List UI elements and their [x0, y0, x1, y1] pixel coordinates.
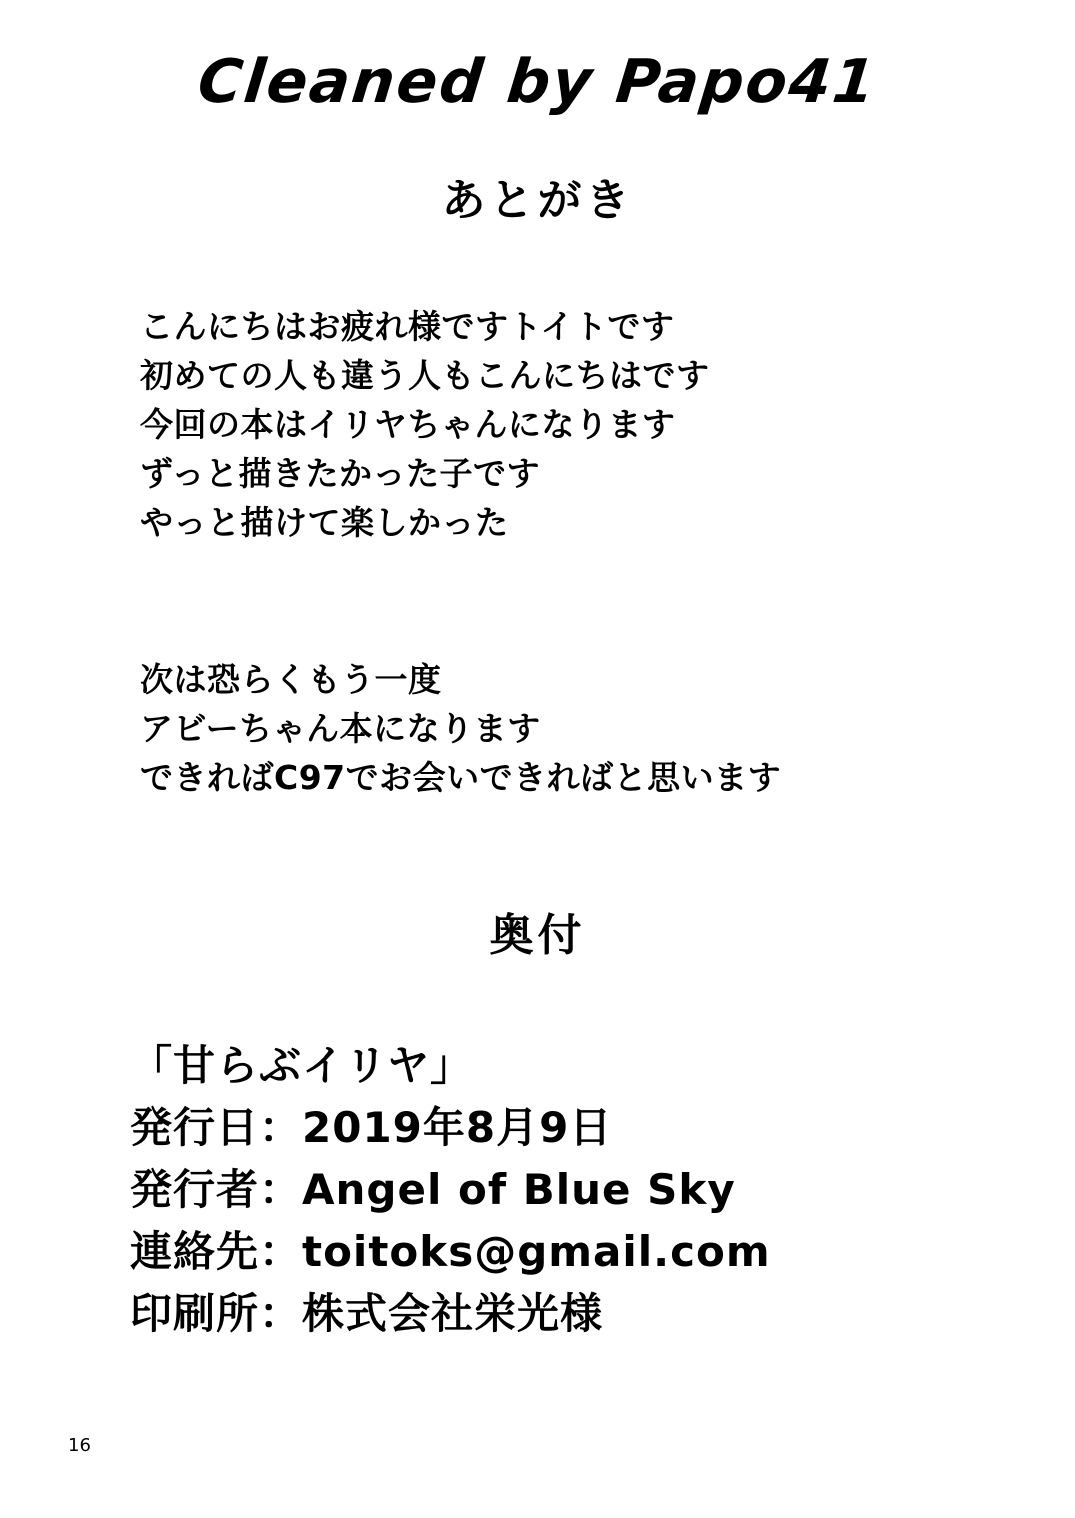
afterword-line: ずっと描きたかった子です [140, 454, 541, 493]
afterword-line: 次は恐らくもう一度 [140, 660, 442, 699]
afterword-line: こんにちはお疲れ様ですトイトです [140, 307, 675, 346]
afterword-paragraph-2 [140, 655, 980, 802]
page-number: 16 [68, 1435, 91, 1456]
colophon-contact: 連絡先：toitoks@gmail.com [130, 1227, 771, 1276]
afterword-line: 今回の本はイリヤちゃんになります [140, 405, 676, 444]
afterword-line: やっと描けて楽しかった [140, 503, 509, 542]
colophon-heading: 奥付 [489, 910, 586, 961]
afterword-paragraph-1 [140, 302, 980, 547]
afterword-heading: あとがき [441, 175, 634, 226]
afterword-line: アビーちゃん本になります [140, 709, 541, 748]
colophon-printer: 印刷所：株式会社栄光様 [130, 1289, 604, 1338]
afterword-line: 初めての人も違う人もこんにちはです [140, 356, 710, 395]
colophon-publication-date: 発行日：2019年8月9日 [130, 1103, 613, 1152]
colophon-title: 「甘らぶイリヤ」 [130, 1041, 474, 1090]
colophon-details [130, 1035, 1030, 1345]
afterword-line: できればC97でお会いできればと思います [140, 758, 782, 797]
scanlation-credit: Cleaned by Papo41 [194, 47, 881, 117]
colophon-publisher: 発行者：Angel of Blue Sky [130, 1165, 736, 1214]
